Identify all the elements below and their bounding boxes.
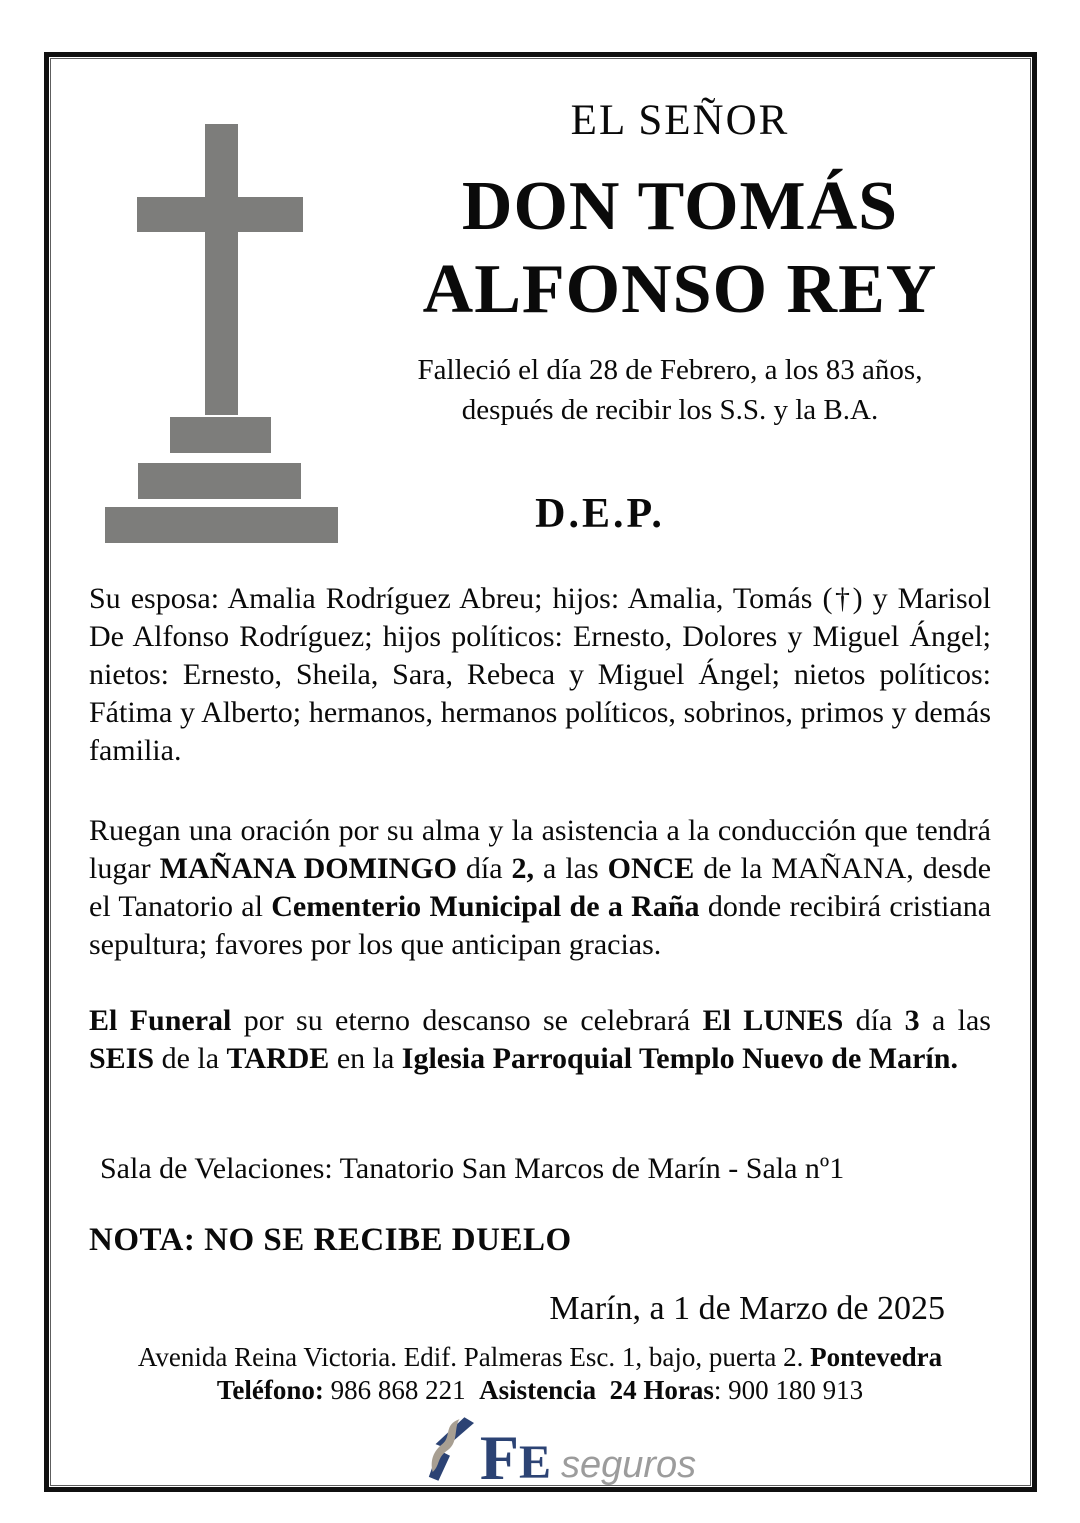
death-notice-line1: Falleció el día 28 de Febrero, a los 83 años, bbox=[417, 354, 923, 386]
logo-letter-f: F bbox=[479, 1421, 519, 1493]
death-notice-line2: después de recibir los S.S. y la B.A. bbox=[461, 394, 879, 426]
cross-base-step-1 bbox=[170, 417, 271, 453]
family-paragraph: Su esposa: Amalia Rodríguez Abreu; hijos: Amalia, Tomás (†) y Marisol De Alfonso Rodríguez; hijos políticos: Ernesto, Dolores y Miguel Ángel; nietos: Ernesto, Sheila, Sara, Rebeca y Miguel Ángel; nietos políticos: Fátima y Alberto; hermanos, hermanos políticos, sobrinos, primos y demás familia. bbox=[89, 582, 991, 767]
place-date-line: Marín, a 1 de Marzo de 2025 bbox=[549, 1290, 945, 1327]
cross-vertical-bar bbox=[205, 124, 238, 415]
header-title: EL SEÑOR bbox=[570, 97, 790, 144]
note-line: NOTA: NO SE RECIBE DUELO bbox=[89, 1222, 572, 1258]
fe-swoosh-icon bbox=[424, 1414, 474, 1482]
address-line: Avenida Reina Victoria. Edif. Palmeras Esc. 1, bajo, puerta 2. Pontevedra bbox=[137, 1342, 943, 1372]
phone-line: Teléfono: 986 868 221 Asistencia 24 Horas: 900 180 913 bbox=[216, 1375, 864, 1405]
funeral-paragraph: El Funeral por su eterno descanso se celebrará El LUNES día 3 a las SEIS de la TARDE en la Iglesia Parroquial Templo Nuevo de Marín. bbox=[89, 1004, 991, 1075]
dep-abbreviation: D.E.P. bbox=[535, 491, 665, 537]
deceased-name-line2: ALFONSO REY bbox=[422, 251, 938, 328]
procession-paragraph: Ruegan una oración por su alma y la asistencia a la conducción que tendrá lugar MAÑANA DOMINGO día 2, a las ONCE de la MAÑANA, desde el Tanatorio al Cementerio Municipal de a Raña donde recibirá cristiana sepultura; favores por los que anticipan gracias. bbox=[89, 814, 992, 961]
logo-suffix: seguros bbox=[560, 1443, 697, 1486]
logo-letter-e: E bbox=[518, 1436, 551, 1490]
wake-room-line: Sala de Velaciones: Tanatorio San Marcos de Marín - Sala nº1 bbox=[100, 1152, 845, 1185]
deceased-name-line1: DON TOMÁS bbox=[461, 168, 899, 245]
cross-horizontal-bar bbox=[137, 197, 303, 232]
fe-seguros-logo bbox=[0, 1406, 1080, 1493]
